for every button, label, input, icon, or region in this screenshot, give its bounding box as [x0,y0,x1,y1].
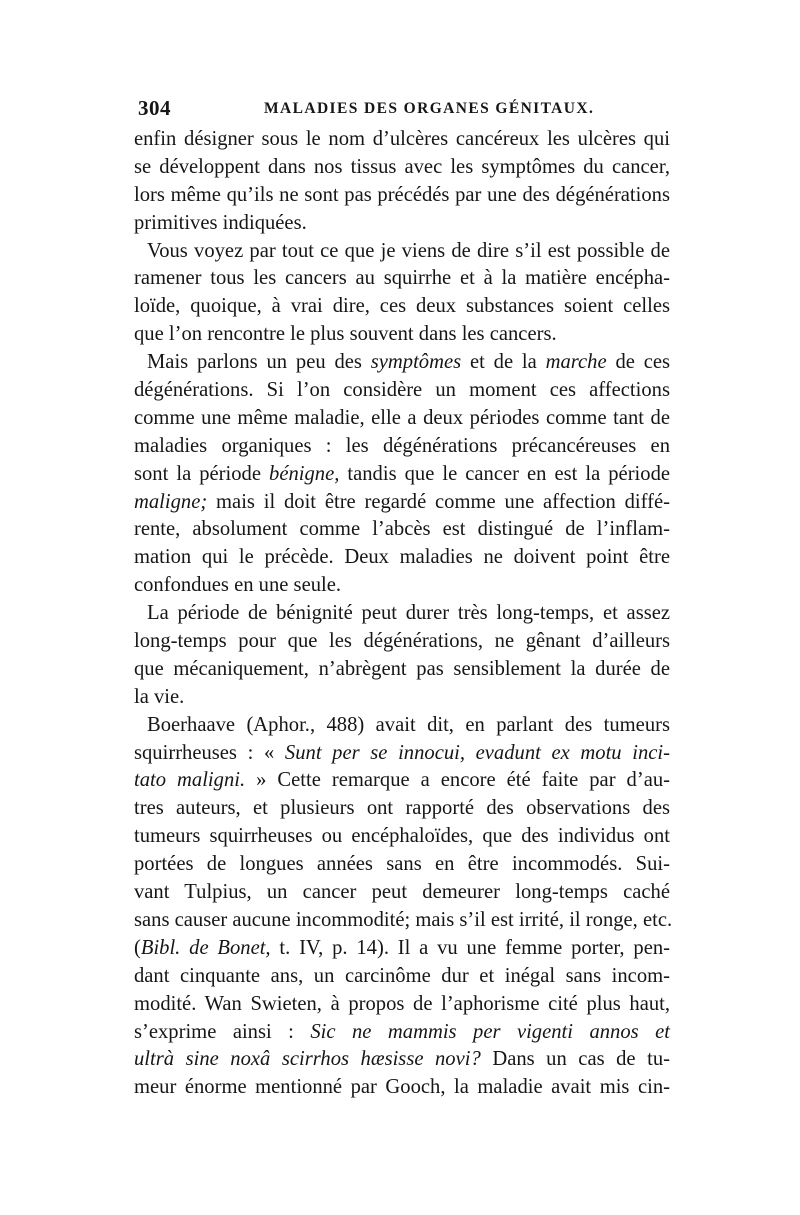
text-segment: primitives indiquées. [134,211,307,234]
text-segment: » Cette remarque a encore été faite par d’au- [245,769,671,792]
text-line [134,1046,670,1074]
text-segment: Mais parlons un peu des [147,351,371,374]
text-segment: sans causer aucune incommodité; mais s’il est irrité, il ronge, etc. [134,908,673,931]
text-segment: de ces [606,351,670,374]
text-segment: ramener tous les cancers au squirrhe et à la matière encépha- [134,267,670,290]
text-segment: enfin désigner sous le nom d’ulcères cancéreux les ulcères qui [134,128,670,150]
text-segment: que mécaniquement, n’abrègent pas sensiblement la durée de [134,657,670,680]
text-segment: meur énorme mentionné par Gooch, la maladie avait mis cin- [134,1076,670,1099]
text-line [134,1074,670,1102]
italic-text: ultrà sine noxâ scirrhos hæsisse novi? [134,1048,481,1071]
text-line [134,712,670,740]
text-segment: mation qui le précède. Deux maladies ne doivent point être [134,546,670,569]
italic-text: symptômes [370,351,462,374]
italic-text: Sic ne mammis per vigenti annos et [310,1020,670,1043]
text-line [134,433,670,461]
text-line [134,349,670,377]
text-line [134,935,670,963]
italic-text: bénigne, [269,462,340,485]
text-line [134,572,670,600]
text-segment: Vous voyez par tout ce que je viens de dire s’il est possible de [147,239,670,262]
text-line [134,321,670,349]
text-line [134,238,670,266]
text-segment: lors même qu’ils ne sont pas précédés par une des dégénérations [134,183,670,206]
text-segment: dégénérations. Si l’on considère un moment ces affections [134,379,670,402]
text-line [134,126,670,154]
text-line [134,544,670,572]
text-segment: s’exprime ainsi : [134,1020,311,1043]
text-segment: La période de bénignité peut durer très long-temps, et assez [147,602,670,625]
text-segment: tumeurs squirrheuses ou encéphaloïdes, que des individus ont [134,825,670,848]
text-segment: tres auteurs, et plusieurs ont rapporté des observations des [134,797,670,820]
text-line [134,684,670,712]
italic-text: Sunt per se innocui, evadunt ex motu inci- [284,741,670,764]
italic-text: Bibl. de Bonet, [140,936,271,959]
text-segment: la vie. [134,685,185,708]
text-segment: comme une même maladie, elle a deux périodes comme tant de [134,406,670,429]
text-segment: loïde, quoique, à vrai dire, ces deux substances soient celles [134,295,670,318]
text-segment: squirrheuses : « [134,741,285,764]
text-line [134,795,670,823]
text-line [134,656,670,684]
italic-text: maligne; [134,490,208,513]
text-line [134,628,670,656]
text-line [134,265,670,293]
text-segment: se développent dans nos tissus avec les symptômes du cancer, [134,155,670,178]
page-header [138,96,668,126]
text-line [134,991,670,1019]
text-segment: ( [134,936,141,959]
text-segment: Dans un cas de tu- [480,1048,670,1071]
text-segment: sont la période [134,462,270,485]
text-line [134,182,670,210]
text-line [134,516,670,544]
text-segment: et de la [461,351,546,374]
text-segment: dant cinquante ans, un carcinôme dur et inégal sans incom- [134,964,670,987]
text-segment: t. IV, p. 14). Il a vu une femme porter, pen- [270,936,670,959]
running-title: MALADIES DES ORGANES GÉNITAUX. [264,100,595,117]
text-line [134,740,670,768]
text-line [134,293,670,321]
text-segment: que l’on rencontre le plus souvent dans les cancers. [134,323,557,346]
body-text [134,126,673,1102]
text-segment: portées de longues années sans en être incommodés. Sui- [134,853,670,876]
text-line [134,377,670,405]
text-segment: modité. Wan Swieten, à propos de l’aphorisme cité plus haut, [134,992,670,1015]
text-segment: Boerhaave (Aphor., 488) avait dit, en parlant des tumeurs [147,713,670,736]
text-segment: vant Tulpius, un cancer peut demeurer long-temps caché [134,881,670,904]
text-segment: confondues en une seule. [134,574,342,597]
italic-text: marche [545,351,607,374]
italic-text: tato maligni. [134,769,246,792]
text-line [134,907,673,935]
text-segment: tandis que le cancer en est la période [339,462,671,485]
text-line [134,461,670,489]
text-line [134,210,670,238]
text-line [134,405,670,433]
page-number: 304 [138,96,171,120]
text-line [134,489,670,517]
text-line [134,963,670,991]
text-line [134,879,670,907]
text-line [134,823,670,851]
text-line [134,154,670,182]
text-line [134,767,670,795]
text-segment: long-temps pour que les dégénérations, ne gênant d’ailleurs [134,630,670,653]
text-line [134,600,670,628]
text-segment: mais il doit être regardé comme une affection diffé- [207,490,670,513]
text-segment: maladies organiques : les dégénérations précancéreuses en [134,434,670,457]
text-segment: rente, absolument comme l’abcès est distingué de l’inflam- [134,518,670,541]
text-line [134,851,670,879]
text-line [134,1019,670,1047]
